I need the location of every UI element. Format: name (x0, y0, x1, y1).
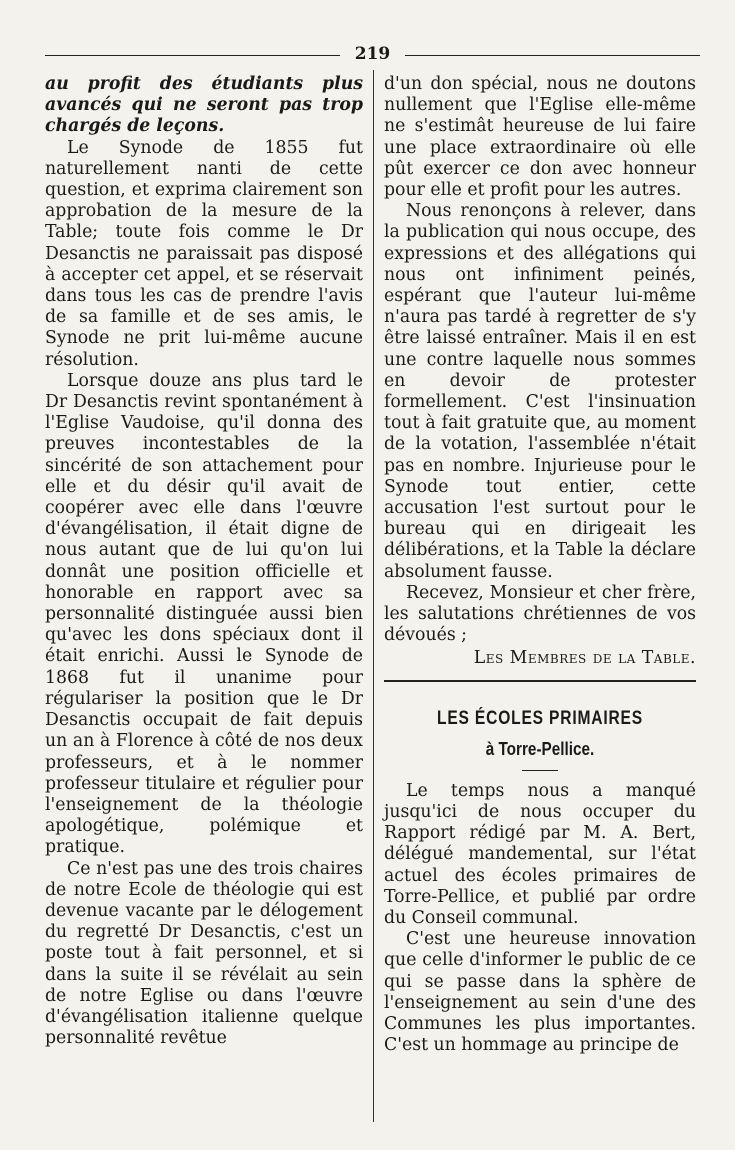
column-divider (373, 70, 374, 1122)
left-paragraph-4: Ce n'est pas une des trois chaires de notre Ecole de théologie qui est devenue vacante par le délogement du regretté Dr Desanctis, c'est un poste tout à fait personnel, et si dans la suite il se révélait au sein de notre Eglise ou dans l'œuvre d'évangélisation italienne quelque personnalité revêtue (45, 858, 363, 1049)
page-header (45, 44, 700, 64)
right-paragraph-1: d'un don spécial, nous ne doutons nullement que l'Eglise elle-même ne s'estimât heureuse de lui faire une place extraordinaire où elle pût exercer ce don avec honneur pour elle et profit pour les autres. (384, 74, 696, 201)
section-subheading: à Torre-Pellice. (485, 738, 595, 759)
page-number: 219 (354, 44, 391, 64)
right-paragraph-2: Nous renonçons à relever, dans la publication qui nous occupe, des expressions et des allégations qui nous ont infiniment peinés, espérant que l'auteur lui-même n'aura pas tardé à regretter de s'y être laissé entraîner. Mais il en est une contre laquelle nous sommes en devoir de protester formellement. C'est l'insinuation tout à fait gratuite que, au moment de la votation, l'assemblée n'était pas en nombre. Injurieuse pour le Synode tout entier, cette accusation l'est surtout pour le bureau qui en dirigeait les délibérations, et la Table la déclare absolument fausse. (384, 201, 696, 582)
left-paragraph-3: Lorsque douze ans plus tard le Dr Desanctis revint spontanément à l'Eglise Vaudoise, qu'il donna des preuves incontestables de la sincérité de son attachement pour elle et du désir qu'il avait de coopérer avec elle dans l'œuvre d'évangélisation, il était digne de nous autant que de lui qu'on lui donnât une position officielle et honorable en rapport avec sa personnalité distinguée aussi bien qu'avec les dons spéciaux dont il était enrichi. Aussi le Synode de 1868 fut il unanime pour régulariser la position que le Dr Desanctis occupait de fait depuis un an à Florence à côté de nos deux professeurs, et à le nommer professeur titulaire et régulier pour l'enseignement de la théologie apologétique, polémique et pratique. (45, 370, 363, 858)
right-column (384, 74, 696, 1056)
section-heading: LES ÉCOLES PRIMAIRES (437, 707, 643, 729)
right-paragraph-4: Le temps nous a manqué jusqu'ici de nous occuper du Rapport rédigé par M. A. Bert, délégué mandemental, sur l'état actuel des écoles primaires de Torre-Pellice, et publié par ordre du Conseil communal. (384, 780, 696, 928)
header-rule-left (45, 55, 340, 56)
short-rule (522, 770, 558, 771)
left-paragraph-2: Le Synode de 1855 fut naturellement nanti de cette question, et exprima clairement son approbation de la mesure de la Table; toute fois comme le Dr Desanctis ne paraissait pas disposé à accepter cet appel, et se réservait dans tous les cas de prendre l'avis de sa famille et de ses amis, le Synode ne prit lui-même aucune résolution. (45, 137, 363, 370)
header-rule-right (405, 55, 700, 56)
right-paragraph-3: Recevez, Monsieur et cher frère, les salutations chrétiennes de vos dévoués ; (384, 582, 696, 646)
left-column (45, 74, 363, 1049)
right-paragraph-5: C'est une heureuse innovation que celle d'informer le public de ce qui se passe dans la sphère de l'enseignement au sein d'une des Communes les plus importantes. C'est un hommage au principe de (384, 929, 696, 1056)
signature: Les Membres de la Table. (473, 648, 696, 669)
left-paragraph-1: au profit des étudiants plus avancés qui ne seront pas trop chargés de leçons. (45, 74, 363, 137)
section-rule (384, 680, 696, 682)
